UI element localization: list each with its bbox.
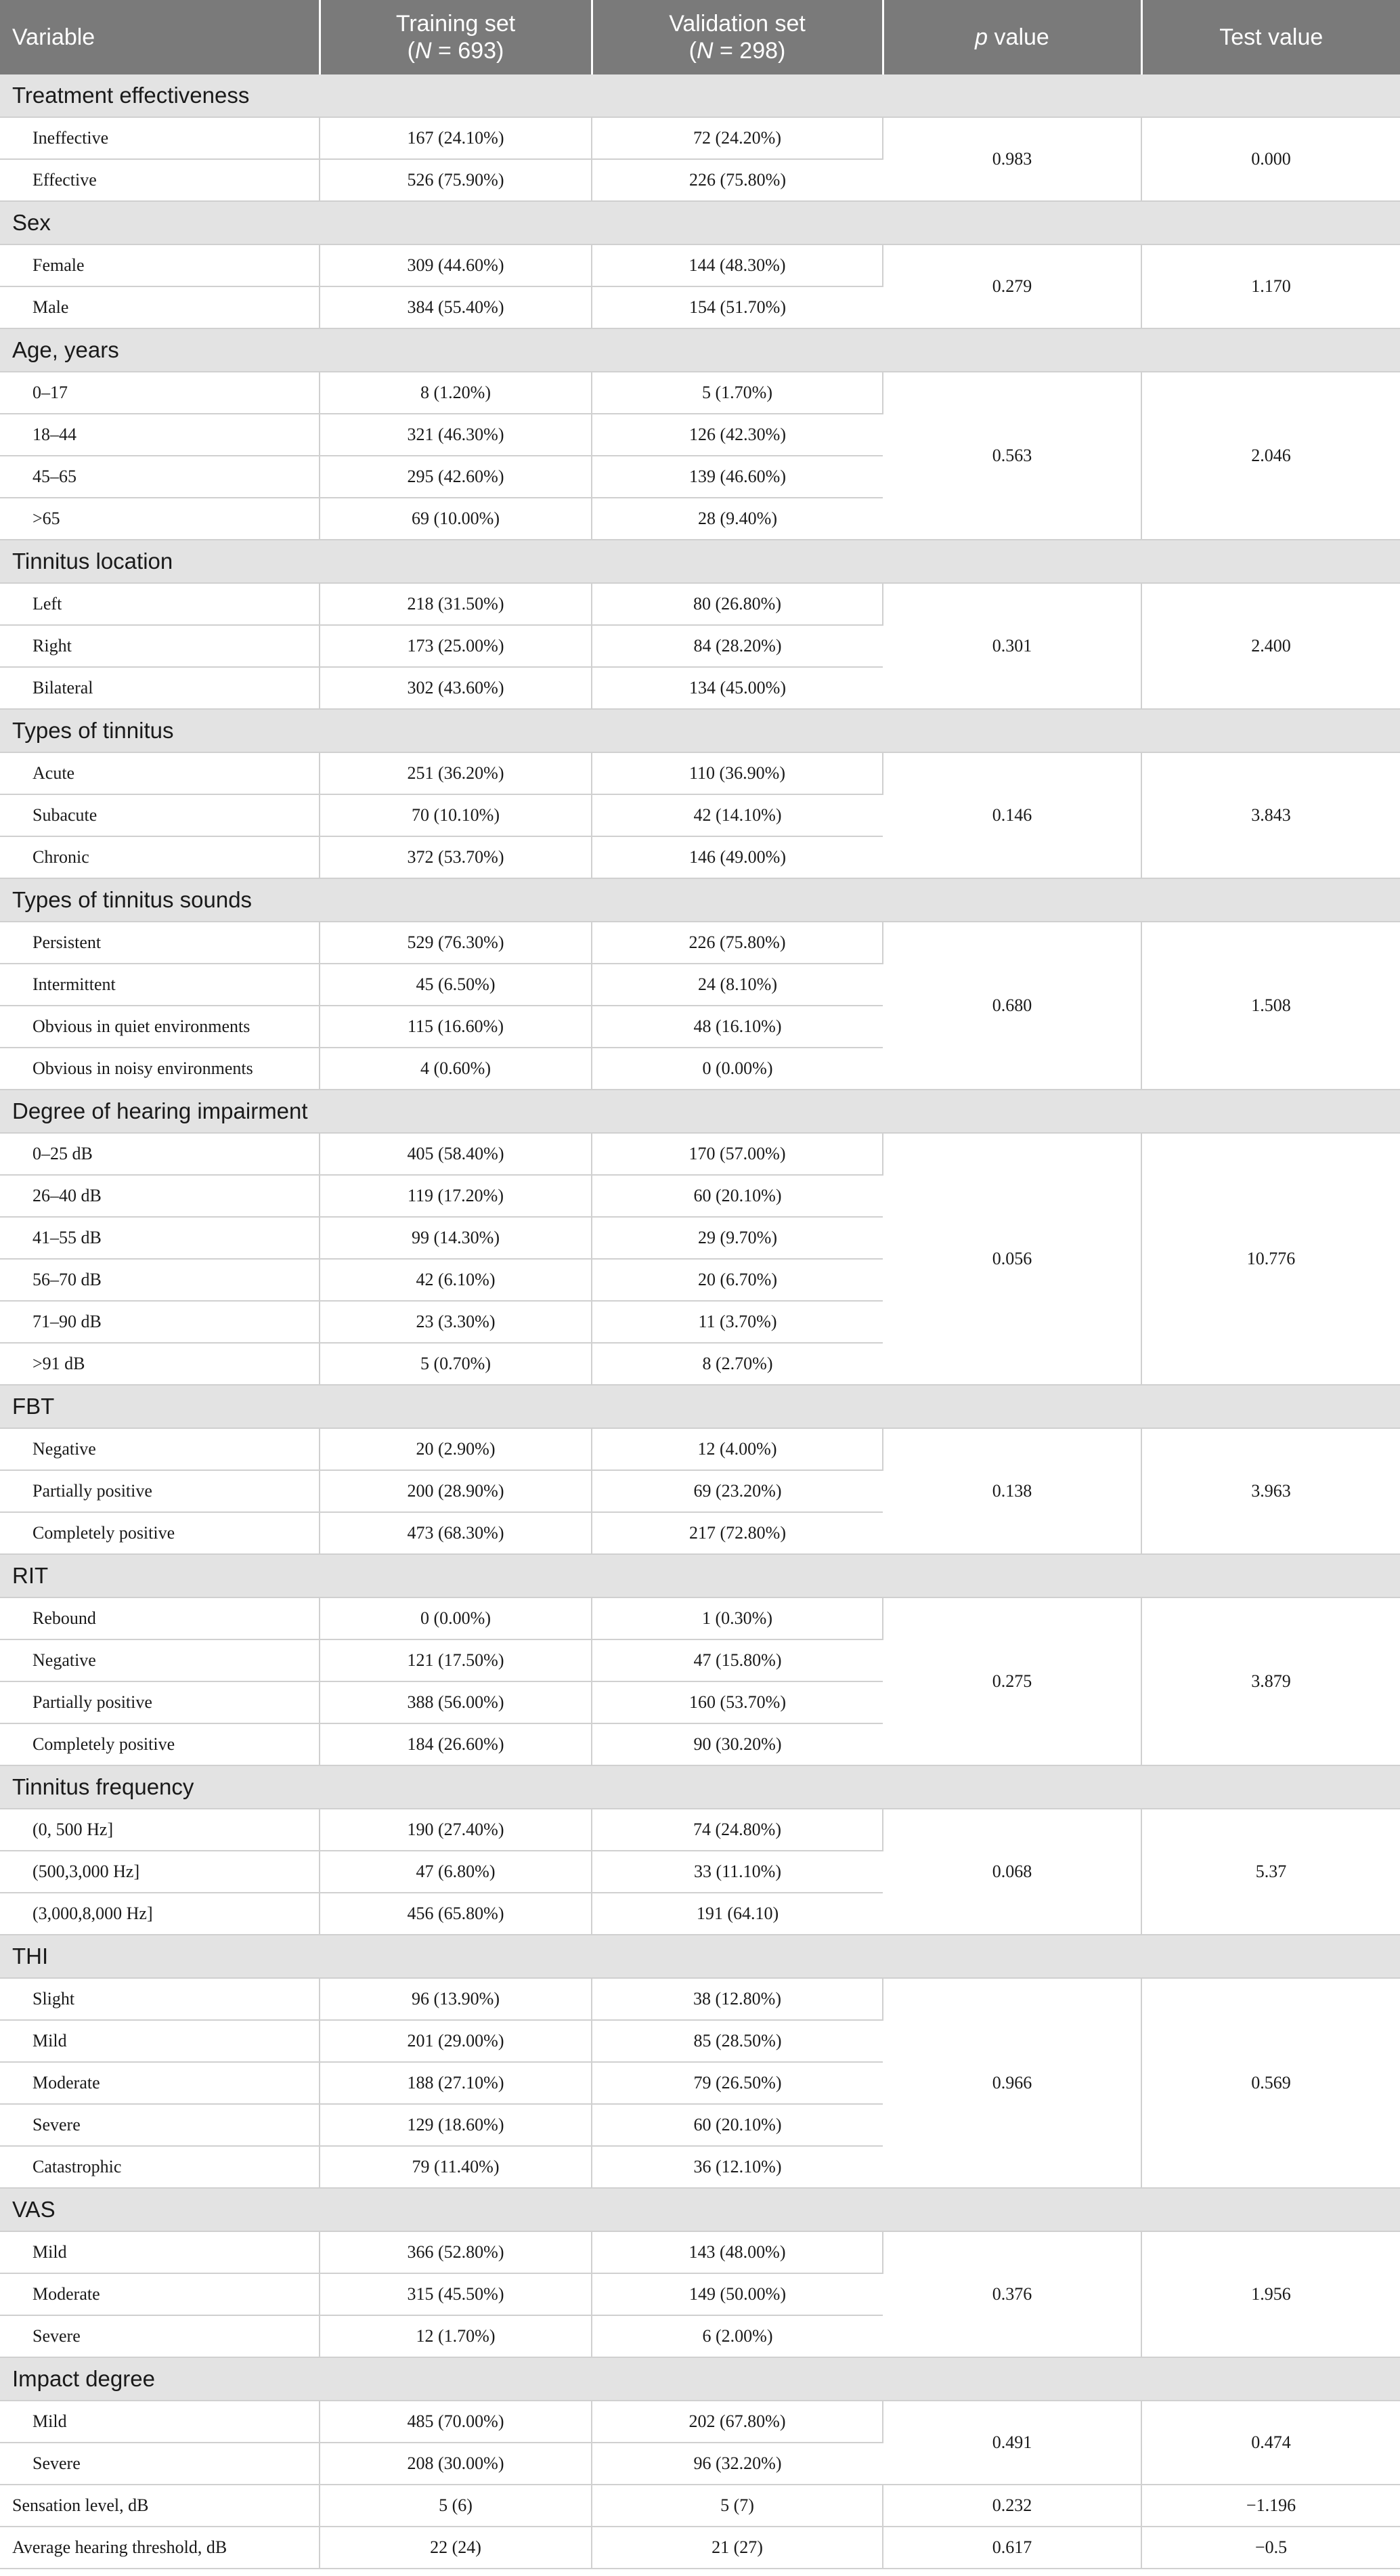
training-value: 8 (1.20%) bbox=[320, 372, 592, 414]
validation-value: 60 (20.10%) bbox=[592, 2104, 883, 2146]
header-training-count: (N = 693) bbox=[407, 38, 504, 64]
row-label: 41–55 dB bbox=[0, 1217, 320, 1259]
test-value: 0.000 bbox=[1141, 117, 1400, 201]
p-value: 0.617 bbox=[883, 2527, 1141, 2569]
row-label: Chronic bbox=[0, 836, 320, 878]
training-value: 115 (16.60%) bbox=[320, 1006, 592, 1048]
table-row bbox=[0, 117, 1400, 159]
test-value: 1.170 bbox=[1141, 244, 1400, 328]
header-row bbox=[0, 0, 1400, 74]
table-row bbox=[0, 1133, 1400, 1175]
training-value: 315 (45.50%) bbox=[320, 2273, 592, 2315]
row-label: Sensation level, dB bbox=[0, 2485, 320, 2527]
p-value: 0.563 bbox=[883, 372, 1141, 540]
row-label: Obvious in quiet environments bbox=[0, 1006, 320, 1048]
header-validation-title: Validation set bbox=[669, 11, 806, 37]
validation-value: 226 (75.80%) bbox=[592, 922, 883, 964]
header-p-value: p value bbox=[883, 0, 1141, 74]
training-value: 485 (70.00%) bbox=[320, 2401, 592, 2443]
training-value: 526 (75.90%) bbox=[320, 159, 592, 201]
group-title: Tinnitus location bbox=[0, 540, 1400, 583]
test-value: 1.956 bbox=[1141, 2231, 1400, 2357]
validation-value: 217 (72.80%) bbox=[592, 1512, 883, 1554]
p-value: 0.680 bbox=[883, 922, 1141, 1090]
validation-value: 60 (20.10%) bbox=[592, 1175, 883, 1217]
test-value: 10.776 bbox=[1141, 1133, 1400, 1385]
group-header-row bbox=[0, 1090, 1400, 1133]
training-value: 309 (44.60%) bbox=[320, 244, 592, 286]
validation-value: 170 (57.00%) bbox=[592, 1133, 883, 1175]
header-training-set bbox=[320, 0, 592, 74]
training-value: 200 (28.90%) bbox=[320, 1470, 592, 1512]
table-row bbox=[0, 1428, 1400, 1470]
group-header-row bbox=[0, 709, 1400, 752]
validation-value: 154 (51.70%) bbox=[592, 286, 883, 328]
row-label: (500,3,000 Hz] bbox=[0, 1851, 320, 1893]
group-title: Impact degree bbox=[0, 2357, 1400, 2401]
validation-value: 11 (3.70%) bbox=[592, 1301, 883, 1343]
training-value: 218 (31.50%) bbox=[320, 583, 592, 625]
validation-value: 29 (9.70%) bbox=[592, 1217, 883, 1259]
p-value: 0.983 bbox=[883, 117, 1141, 201]
training-value: 188 (27.10%) bbox=[320, 2062, 592, 2104]
row-label: 0–17 bbox=[0, 372, 320, 414]
training-value: 473 (68.30%) bbox=[320, 1512, 592, 1554]
row-label: 71–90 dB bbox=[0, 1301, 320, 1343]
validation-value: 69 (23.20%) bbox=[592, 1470, 883, 1512]
validation-value: 48 (16.10%) bbox=[592, 1006, 883, 1048]
table-row bbox=[0, 372, 1400, 414]
table-body bbox=[0, 74, 1400, 2569]
row-label: Severe bbox=[0, 2443, 320, 2485]
group-header-row bbox=[0, 1935, 1400, 1978]
group-title: Treatment effectiveness bbox=[0, 74, 1400, 117]
row-label: 56–70 dB bbox=[0, 1259, 320, 1301]
table-row bbox=[0, 1809, 1400, 1851]
validation-value: 149 (50.00%) bbox=[592, 2273, 883, 2315]
training-value: 184 (26.60%) bbox=[320, 1723, 592, 1765]
row-label: Negative bbox=[0, 1639, 320, 1681]
group-title: FBT bbox=[0, 1385, 1400, 1428]
row-label: Left bbox=[0, 583, 320, 625]
header-validation-set bbox=[592, 0, 883, 74]
row-label: Female bbox=[0, 244, 320, 286]
test-value: 0.569 bbox=[1141, 1978, 1400, 2188]
row-label: Male bbox=[0, 286, 320, 328]
group-header-row bbox=[0, 1554, 1400, 1597]
validation-value: 36 (12.10%) bbox=[592, 2146, 883, 2188]
p-value: 0.376 bbox=[883, 2231, 1141, 2357]
row-label: Bilateral bbox=[0, 667, 320, 709]
row-label: Moderate bbox=[0, 2062, 320, 2104]
validation-value: 202 (67.80%) bbox=[592, 2401, 883, 2443]
test-value: 3.963 bbox=[1141, 1428, 1400, 1554]
validation-value: 72 (24.20%) bbox=[592, 117, 883, 159]
training-value: 22 (24) bbox=[320, 2527, 592, 2569]
row-label: Mild bbox=[0, 2231, 320, 2273]
training-value: 384 (55.40%) bbox=[320, 286, 592, 328]
training-value: 208 (30.00%) bbox=[320, 2443, 592, 2485]
training-value: 190 (27.40%) bbox=[320, 1809, 592, 1851]
test-value: 5.37 bbox=[1141, 1809, 1400, 1935]
validation-value: 8 (2.70%) bbox=[592, 1343, 883, 1385]
training-value: 167 (24.10%) bbox=[320, 117, 592, 159]
row-label: Mild bbox=[0, 2401, 320, 2443]
validation-value: 160 (53.70%) bbox=[592, 1681, 883, 1723]
p-value: 0.301 bbox=[883, 583, 1141, 709]
validation-value: 126 (42.30%) bbox=[592, 414, 883, 456]
row-label: Severe bbox=[0, 2104, 320, 2146]
validation-value: 110 (36.90%) bbox=[592, 752, 883, 794]
table-row bbox=[0, 1597, 1400, 1639]
training-value: 0 (0.00%) bbox=[320, 1597, 592, 1639]
row-label: Right bbox=[0, 625, 320, 667]
row-label: Slight bbox=[0, 1978, 320, 2020]
row-label: 45–65 bbox=[0, 456, 320, 498]
validation-value: 191 (64.10) bbox=[592, 1893, 883, 1935]
row-label: Mild bbox=[0, 2020, 320, 2062]
validation-value: 134 (45.00%) bbox=[592, 667, 883, 709]
training-value: 121 (17.50%) bbox=[320, 1639, 592, 1681]
validation-value: 24 (8.10%) bbox=[592, 964, 883, 1006]
training-value: 321 (46.30%) bbox=[320, 414, 592, 456]
validation-value: 146 (49.00%) bbox=[592, 836, 883, 878]
table-row bbox=[0, 583, 1400, 625]
test-value: −0.5 bbox=[1141, 2527, 1400, 2569]
test-value: 3.879 bbox=[1141, 1597, 1400, 1765]
test-value: 0.474 bbox=[1141, 2401, 1400, 2485]
training-value: 173 (25.00%) bbox=[320, 625, 592, 667]
p-value: 0.138 bbox=[883, 1428, 1141, 1554]
training-value: 4 (0.60%) bbox=[320, 1048, 592, 1090]
validation-value: 79 (26.50%) bbox=[592, 2062, 883, 2104]
training-value: 79 (11.40%) bbox=[320, 2146, 592, 2188]
group-title: Tinnitus frequency bbox=[0, 1765, 1400, 1809]
row-label: Subacute bbox=[0, 794, 320, 836]
row-label: Negative bbox=[0, 1428, 320, 1470]
row-label: Average hearing threshold, dB bbox=[0, 2527, 320, 2569]
row-label: Obvious in noisy environments bbox=[0, 1048, 320, 1090]
p-value: 0.056 bbox=[883, 1133, 1141, 1385]
validation-value: 143 (48.00%) bbox=[592, 2231, 883, 2273]
validation-value: 84 (28.20%) bbox=[592, 625, 883, 667]
group-title: Types of tinnitus sounds bbox=[0, 878, 1400, 922]
training-value: 5 (6) bbox=[320, 2485, 592, 2527]
p-value: 0.279 bbox=[883, 244, 1141, 328]
row-label: 0–25 dB bbox=[0, 1133, 320, 1175]
group-header-row bbox=[0, 2188, 1400, 2231]
test-value: 3.843 bbox=[1141, 752, 1400, 878]
header-training-title: Training set bbox=[395, 11, 516, 37]
training-value: 405 (58.40%) bbox=[320, 1133, 592, 1175]
training-value: 201 (29.00%) bbox=[320, 2020, 592, 2062]
validation-value: 90 (30.20%) bbox=[592, 1723, 883, 1765]
validation-value: 38 (12.80%) bbox=[592, 1978, 883, 2020]
group-header-row bbox=[0, 1385, 1400, 1428]
row-label: Intermittent bbox=[0, 964, 320, 1006]
row-label: Partially positive bbox=[0, 1470, 320, 1512]
p-value: 0.232 bbox=[883, 2485, 1141, 2527]
group-header-row bbox=[0, 2357, 1400, 2401]
training-value: 129 (18.60%) bbox=[320, 2104, 592, 2146]
validation-value: 28 (9.40%) bbox=[592, 498, 883, 540]
validation-value: 47 (15.80%) bbox=[592, 1639, 883, 1681]
row-label: Completely positive bbox=[0, 1512, 320, 1554]
group-title: Degree of hearing impairment bbox=[0, 1090, 1400, 1133]
validation-value: 6 (2.00%) bbox=[592, 2315, 883, 2357]
training-value: 119 (17.20%) bbox=[320, 1175, 592, 1217]
validation-value: 21 (27) bbox=[592, 2527, 883, 2569]
training-value: 302 (43.60%) bbox=[320, 667, 592, 709]
training-value: 69 (10.00%) bbox=[320, 498, 592, 540]
training-value: 12 (1.70%) bbox=[320, 2315, 592, 2357]
test-value: 2.046 bbox=[1141, 372, 1400, 540]
test-value: 1.508 bbox=[1141, 922, 1400, 1090]
validation-value: 74 (24.80%) bbox=[592, 1809, 883, 1851]
group-header-row bbox=[0, 878, 1400, 922]
p-value: 0.491 bbox=[883, 2401, 1141, 2485]
header-test-value: Test value bbox=[1141, 0, 1400, 74]
row-label: Persistent bbox=[0, 922, 320, 964]
table-row bbox=[0, 2231, 1400, 2273]
table-row bbox=[0, 1978, 1400, 2020]
training-value: 456 (65.80%) bbox=[320, 1893, 592, 1935]
row-label: 26–40 dB bbox=[0, 1175, 320, 1217]
validation-value: 12 (4.00%) bbox=[592, 1428, 883, 1470]
validation-value: 139 (46.60%) bbox=[592, 456, 883, 498]
row-label: Completely positive bbox=[0, 1723, 320, 1765]
row-label: Effective bbox=[0, 159, 320, 201]
row-label: Ineffective bbox=[0, 117, 320, 159]
table-row bbox=[0, 2401, 1400, 2443]
validation-value: 5 (7) bbox=[592, 2485, 883, 2527]
training-value: 23 (3.30%) bbox=[320, 1301, 592, 1343]
group-header-row bbox=[0, 540, 1400, 583]
p-value: 0.068 bbox=[883, 1809, 1141, 1935]
test-value: −1.196 bbox=[1141, 2485, 1400, 2527]
training-value: 20 (2.90%) bbox=[320, 1428, 592, 1470]
training-value: 42 (6.10%) bbox=[320, 1259, 592, 1301]
group-title: Types of tinnitus bbox=[0, 709, 1400, 752]
p-value: 0.966 bbox=[883, 1978, 1141, 2188]
group-header-row bbox=[0, 74, 1400, 117]
validation-value: 20 (6.70%) bbox=[592, 1259, 883, 1301]
row-label: Severe bbox=[0, 2315, 320, 2357]
group-header-row bbox=[0, 328, 1400, 372]
training-value: 366 (52.80%) bbox=[320, 2231, 592, 2273]
group-title: Age, years bbox=[0, 328, 1400, 372]
training-value: 251 (36.20%) bbox=[320, 752, 592, 794]
training-value: 45 (6.50%) bbox=[320, 964, 592, 1006]
group-header-row bbox=[0, 201, 1400, 244]
header-validation-count: (N = 298) bbox=[688, 38, 786, 64]
validation-value: 80 (26.80%) bbox=[592, 583, 883, 625]
validation-value: 33 (11.10%) bbox=[592, 1851, 883, 1893]
group-title: RIT bbox=[0, 1554, 1400, 1597]
row-label: Rebound bbox=[0, 1597, 320, 1639]
training-value: 96 (13.90%) bbox=[320, 1978, 592, 2020]
table-row bbox=[0, 752, 1400, 794]
validation-value: 1 (0.30%) bbox=[592, 1597, 883, 1639]
validation-value: 96 (32.20%) bbox=[592, 2443, 883, 2485]
validation-value: 85 (28.50%) bbox=[592, 2020, 883, 2062]
group-title: THI bbox=[0, 1935, 1400, 1978]
training-value: 5 (0.70%) bbox=[320, 1343, 592, 1385]
training-value: 295 (42.60%) bbox=[320, 456, 592, 498]
validation-value: 42 (14.10%) bbox=[592, 794, 883, 836]
row-label: 18–44 bbox=[0, 414, 320, 456]
p-value: 0.275 bbox=[883, 1597, 1141, 1765]
p-value: 0.146 bbox=[883, 752, 1141, 878]
training-value: 372 (53.70%) bbox=[320, 836, 592, 878]
row-label: Moderate bbox=[0, 2273, 320, 2315]
test-value: 2.400 bbox=[1141, 583, 1400, 709]
table-row bbox=[0, 922, 1400, 964]
training-value: 99 (14.30%) bbox=[320, 1217, 592, 1259]
row-label: (0, 500 Hz] bbox=[0, 1809, 320, 1851]
training-value: 529 (76.30%) bbox=[320, 922, 592, 964]
group-title: Sex bbox=[0, 201, 1400, 244]
validation-value: 5 (1.70%) bbox=[592, 372, 883, 414]
table-row bbox=[0, 2527, 1400, 2569]
training-value: 47 (6.80%) bbox=[320, 1851, 592, 1893]
row-label: Partially positive bbox=[0, 1681, 320, 1723]
validation-value: 226 (75.80%) bbox=[592, 159, 883, 201]
table-row bbox=[0, 244, 1400, 286]
row-label: >91 dB bbox=[0, 1343, 320, 1385]
row-label: Acute bbox=[0, 752, 320, 794]
group-title: VAS bbox=[0, 2188, 1400, 2231]
row-label: (3,000,8,000 Hz] bbox=[0, 1893, 320, 1935]
validation-value: 0 (0.00%) bbox=[592, 1048, 883, 1090]
validation-value: 144 (48.30%) bbox=[592, 244, 883, 286]
header-variable: Variable bbox=[0, 0, 320, 74]
row-label: >65 bbox=[0, 498, 320, 540]
training-value: 388 (56.00%) bbox=[320, 1681, 592, 1723]
row-label: Catastrophic bbox=[0, 2146, 320, 2188]
table-row bbox=[0, 2485, 1400, 2527]
training-value: 70 (10.10%) bbox=[320, 794, 592, 836]
group-header-row bbox=[0, 1765, 1400, 1809]
